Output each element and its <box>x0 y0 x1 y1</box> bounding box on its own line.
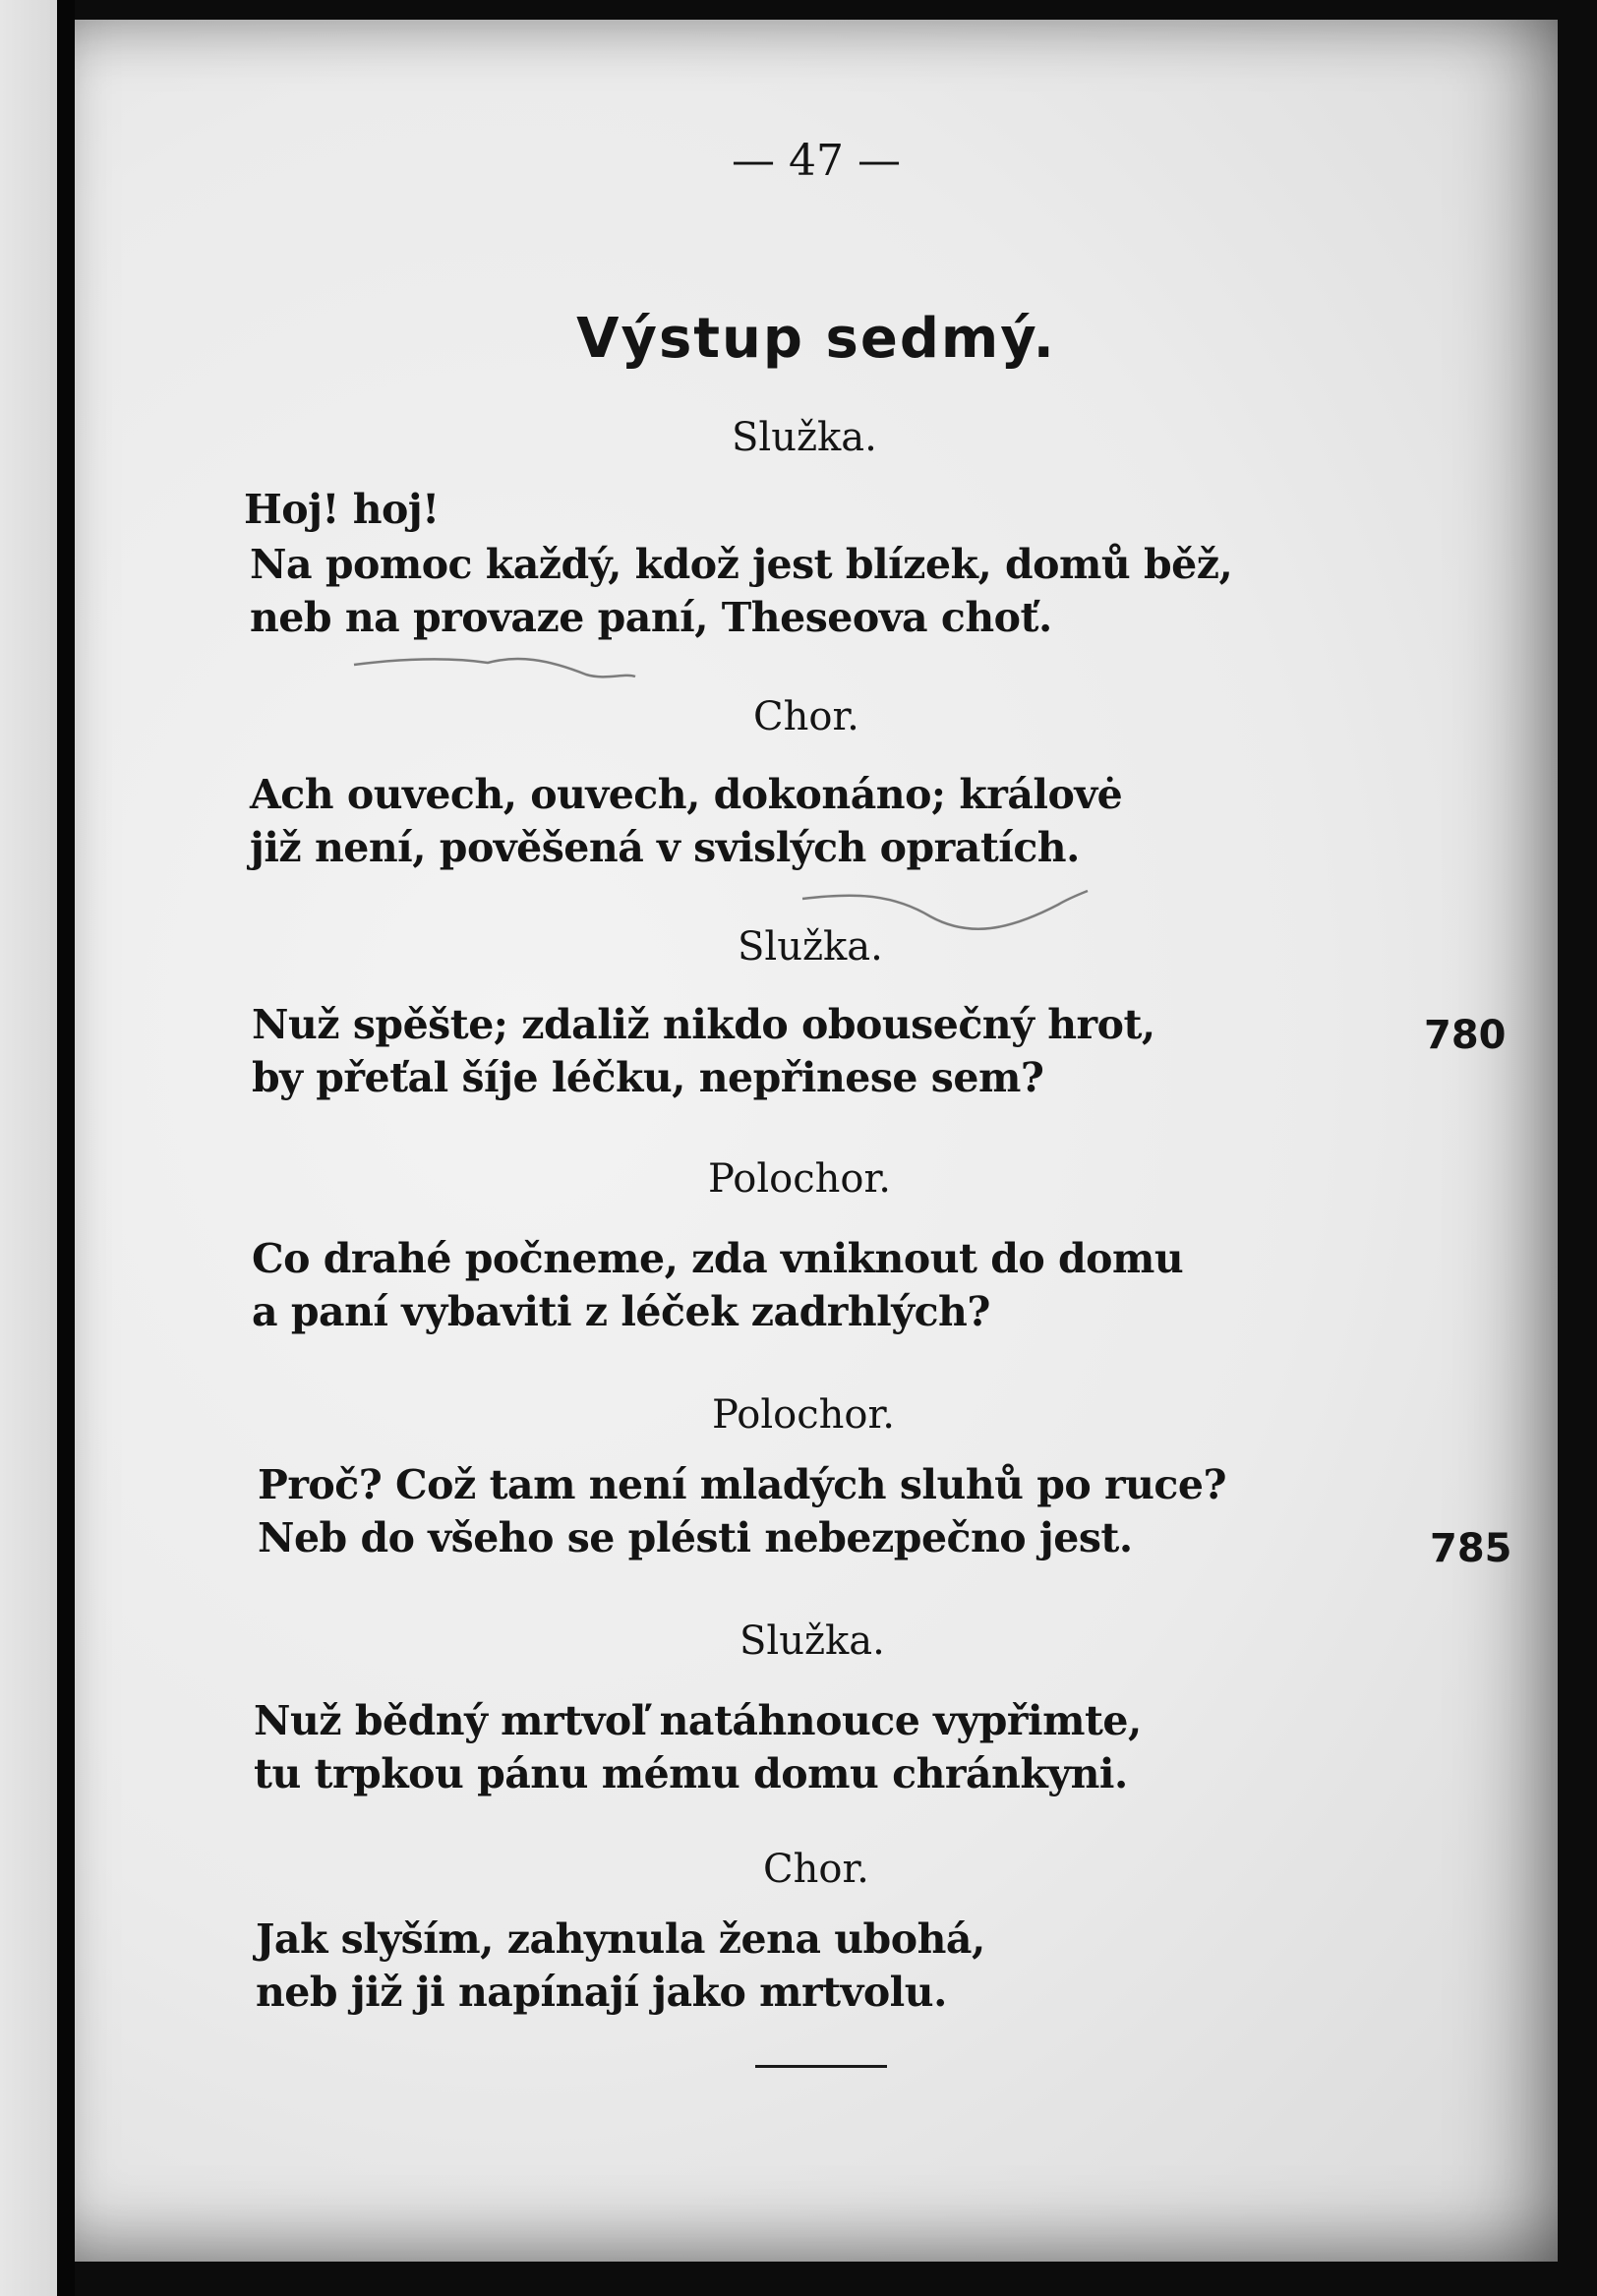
verse-line: by přeťal šíje léčku, nepřinese sem? <box>252 1054 1044 1101</box>
book-page <box>75 20 1558 2262</box>
line-number: 780 <box>1424 1013 1507 1058</box>
speaker-label: Chor. <box>763 1847 869 1892</box>
speaker-label: Polochor. <box>712 1392 895 1438</box>
previous-page-edge <box>0 0 57 2296</box>
verse-line: již není, pověšená v svislých opratích. <box>250 824 1080 871</box>
verse-line: tu trpkou pánu mému domu chránkyni. <box>254 1750 1128 1797</box>
verse-line: Ach ouvech, ouvech, dokonáno; královė <box>250 771 1123 818</box>
speaker-label: Polochor. <box>708 1156 891 1202</box>
speaker-label: Služka. <box>732 415 877 460</box>
verse-line: Jak slyším, zahynula žena ubohá, <box>256 1915 985 1963</box>
speaker-label: Chor. <box>753 694 859 739</box>
pencil-underline-marks <box>75 20 1558 2262</box>
verse-line: Na pomoc každý, kdož jest blízek, domů běž, <box>250 541 1233 588</box>
verse-line: Neb do všeho se plésti nebezpečno jest. <box>258 1514 1133 1561</box>
page-number: — 47 — <box>732 136 901 186</box>
verse-line: Co drahé počneme, zda vniknout do domu <box>252 1235 1184 1282</box>
book-gutter <box>57 0 75 2296</box>
scene-title: Výstup sedmý. <box>576 307 1056 371</box>
verse-line: Hoj! hoj! <box>244 486 440 533</box>
verse-line: Nuž spěšte; zdaliž nikdo obousečný hrot, <box>252 1001 1155 1048</box>
line-number: 785 <box>1430 1526 1512 1571</box>
verse-line: neb již ji napínají jako mrtvolu. <box>256 1969 947 2016</box>
speaker-label: Služka. <box>738 924 883 970</box>
verse-line: Nuž bědný mrtvoľ natáhnouce vypřimte, <box>254 1697 1142 1744</box>
speaker-label: Služka. <box>739 1619 885 1664</box>
verse-line: Proč? Což tam není mladých sluhů po ruce? <box>258 1461 1226 1508</box>
verse-line: a paní vybaviti z léček zadrhlých? <box>252 1288 990 1335</box>
verse-line: neb na provaze paní, Theseova choť. <box>250 594 1052 641</box>
